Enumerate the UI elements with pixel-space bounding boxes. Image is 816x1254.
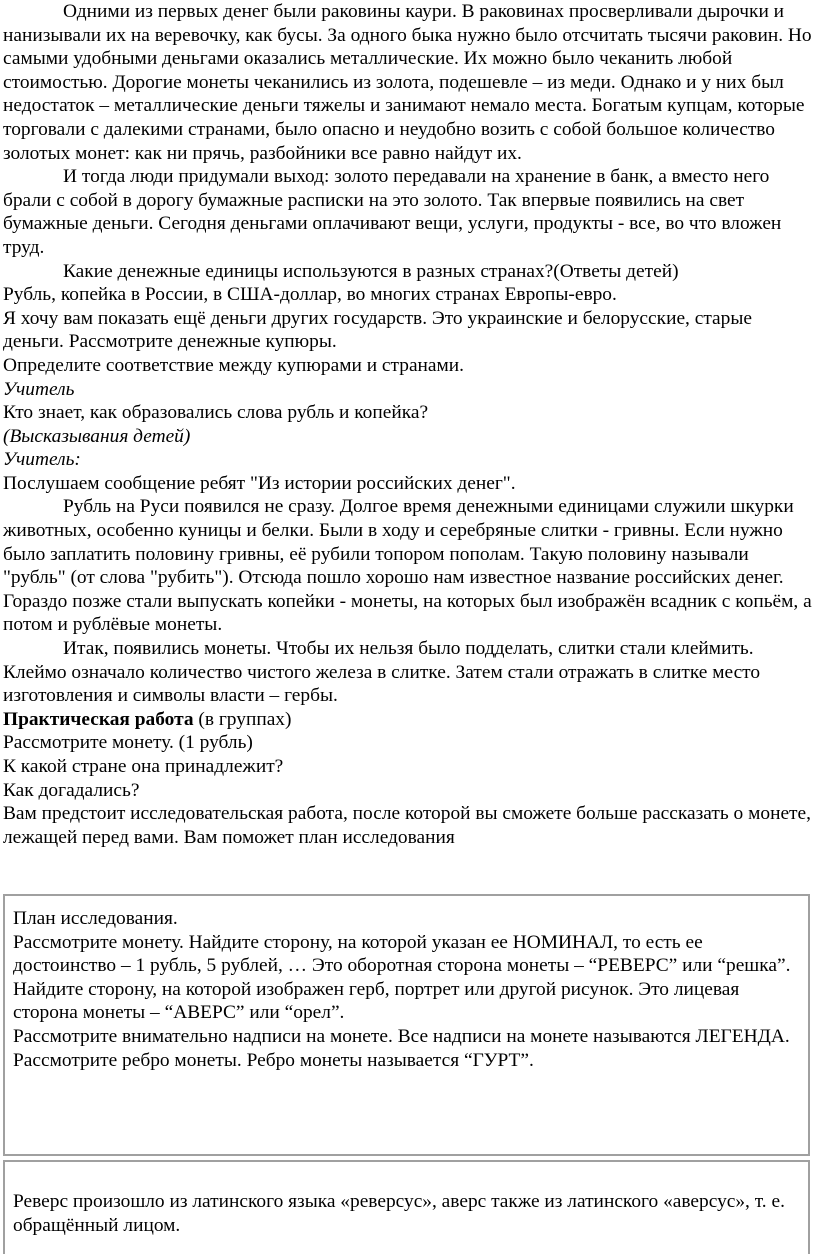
paragraph-currency-question: Какие денежные единицы используются в разных странах?(Ответы детей): [63, 260, 679, 282]
paragraph-coin-stamping: Итак, появились монеты. Чтобы их нельзя было подделать, слитки стали клеймить. Клеймо означало количество чистого железа в слитке. Затем стали отражать в слитке место изготовления и символы власти – гербы.: [3, 638, 761, 707]
paragraph-matching-task: Определите соответствие между купюрами и странами.: [3, 354, 465, 376]
paragraph-which-country: К какой стране она принадлежит?: [3, 756, 284, 777]
paragraph-currency-answer: Рубль, копейка в России, в США-доллар, во многих странах Европы-евро.: [3, 284, 617, 306]
children-statements: (Высказывания детей): [3, 425, 191, 447]
paragraph-other-countries: Я хочу вам показать ещё деньги других государств. Это украинские и белорусские, старые деньги. Рассмотрите денежные купюры.: [3, 307, 752, 353]
plan-step-reverse: Рассмотрите монету. Найдите сторону, на которой указан ее НОМИНАЛ, то есть ее достоинство – 1 рубль, 5 рублей, … Это оборотная сторона монеты – “РЕВЕРС” или “решка”.: [13, 931, 791, 977]
plan-step-obverse: Найдите сторону, на которой изображен герб, портрет или другой рисунок. Это лицевая сторона монеты – “АВЕРС” или “орел”.: [13, 978, 740, 1024]
paragraph-ruble-question: Кто знает, как образовались слова рубль и копейка?: [3, 402, 429, 424]
paragraph-how-guessed: Как догадались?: [3, 779, 140, 801]
plan-step-edge: Рассмотрите ребро монеты. Ребро монеты называется “ГУРТ”.: [13, 1049, 534, 1071]
paragraph-paper-money: И тогда люди придумали выход: золото передавали на хранение в банк, а вместо него брали с собой в дорогу бумажные расписки на это золото. Так впервые появились на свет бумажные деньги. Сегодня деньгами оплачивают вещи, услуги, продукты - все, во что вложен труд.: [3, 166, 782, 258]
paragraph-practical-work: [3, 708, 812, 732]
plan-title: План исследования.: [13, 908, 178, 929]
paragraph-listen-report: Послушаем сообщение ребят "Из истории российских денег".: [3, 472, 516, 494]
etymology-note-text: Реверс произошло из латинского языка «реверсус», аверс также из латинского «аверсус», т. е. обращённый лицом.: [13, 1191, 785, 1236]
research-plan-box: [3, 894, 810, 1156]
paragraph-cowrie-shells: Одними из первых денег были раковины каури. В раковинах просверливали дырочки и нанизывали их на веревочку, как бусы. За одного быка нужно было отсчитать тысячи раковин. Но самыми удобными деньгами оказались металлические. Их можно было чеканить любой стоимостью. Дорогие монеты чеканились из золота, подешевле – из меди. Однако и у них был недостаток – металлические деньги тяжелы и занимают немало места. Богатым купцам, которые торговали с далекими странами, было опасно и неудобно возить с собой большое количество золотых монет: как ни прячь, разбойники все равно найдут их.: [3, 1, 812, 164]
plan-step-legend: Рассмотрите внимательно надписи на монете. Все надписи на монете называются ЛЕГЕНДА.: [13, 1025, 790, 1047]
speaker-teacher: Учитель: [3, 378, 75, 400]
paragraph-examine-coin: Рассмотрите монету. (1 рубль): [3, 732, 253, 754]
paragraph-ruble-history: Рубль на Руси появился не сразу. Долгое время денежными единицами служили шкурки животных, особенно куницы и белки. Были в ходу и серебряные слитки - гривны. Если нужно было заплатить половину гривны, её рубили топором пополам. Такую половину называли "рубль" (от слова "рубить"). Отсюда пошло хорошо нам известное название российских денег. Гораздо позже стали выпускать копейки - монеты, на которых был изображён всадник с копьём, а потом и рублёвые монеты.: [3, 496, 812, 636]
paragraph-research-intro: Вам предстоит исследовательская работа, после которой вы сможете больше рассказать о монете, лежащей перед вами. Вам поможет план исследования: [3, 803, 811, 848]
etymology-note-box: [3, 1160, 810, 1254]
speaker-teacher-colon: Учитель:: [3, 449, 81, 471]
practical-work-heading: Практическая работа: [3, 708, 194, 730]
practical-work-groups: (в группах): [193, 708, 292, 730]
